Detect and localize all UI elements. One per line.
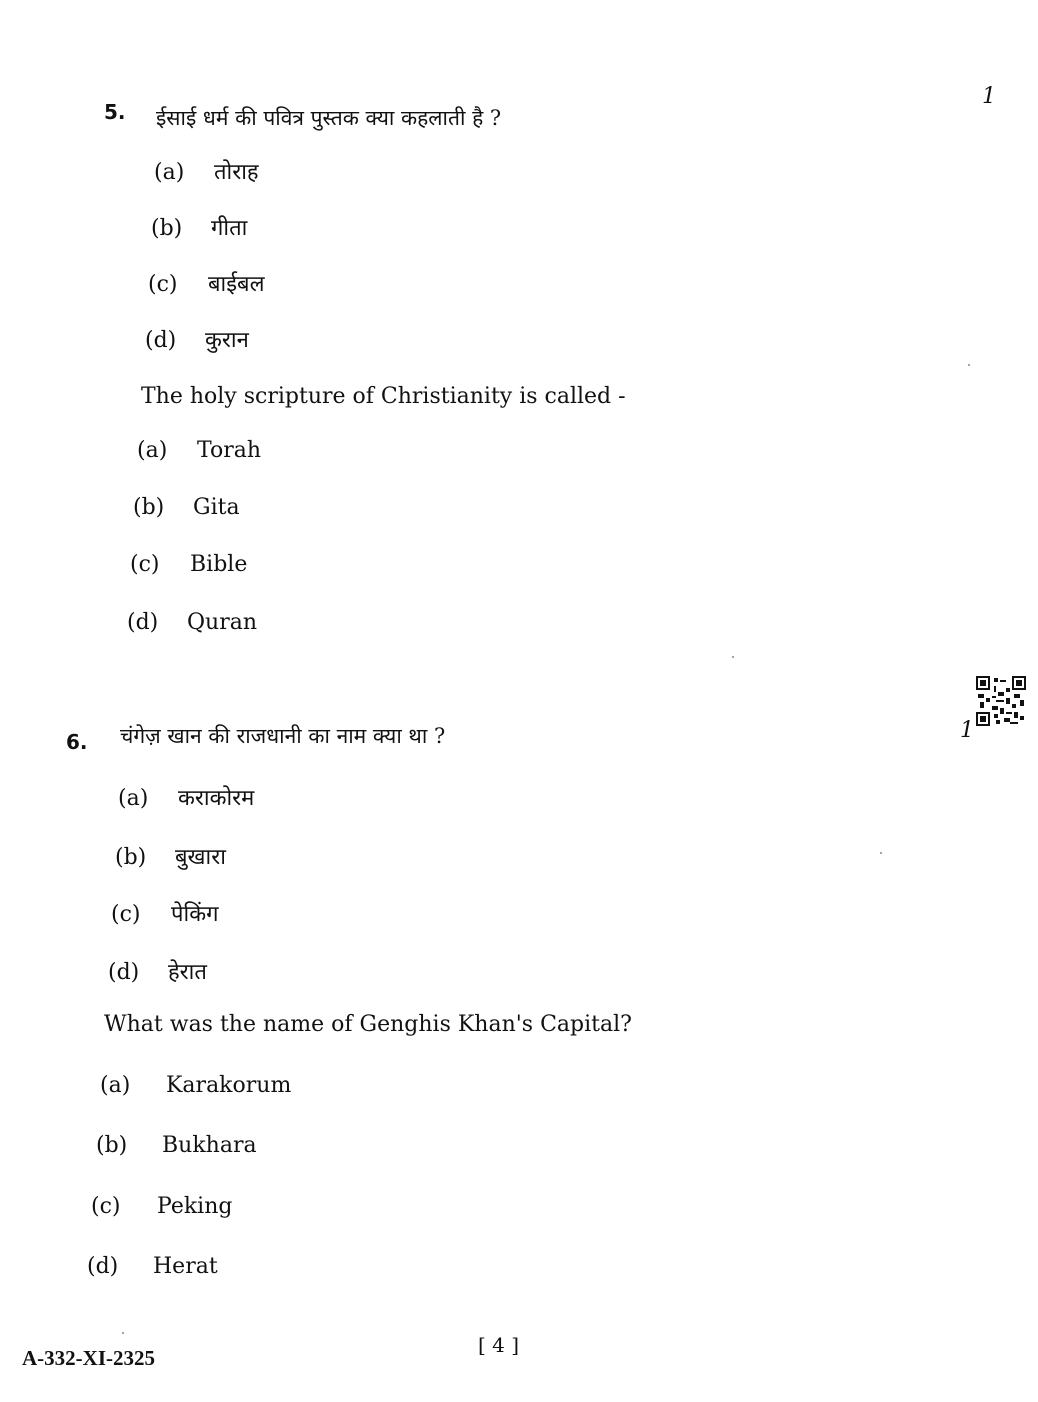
question-5-english-option-a [137, 438, 261, 463]
scan-speck [880, 852, 882, 854]
question-6-english-option-a [100, 1073, 291, 1098]
option-text: बुखारा [175, 845, 226, 870]
question-5-english-text: The holy scripture of Christianity is called - [141, 384, 626, 409]
option-label: (a) [154, 160, 185, 185]
option-label: (b) [115, 845, 147, 870]
option-text: Gita [193, 495, 240, 520]
option-text: हेरात [168, 960, 207, 985]
qr-code-icon [976, 676, 1026, 726]
option-label: (a) [137, 438, 168, 463]
option-text: Torah [197, 438, 262, 463]
option-label: (c) [148, 272, 178, 297]
option-text: Karakorum [166, 1073, 292, 1098]
option-label: (b) [151, 216, 183, 241]
option-label: (c) [130, 552, 160, 577]
option-text: Bukhara [162, 1133, 257, 1158]
question-5-number: 5. [104, 100, 126, 124]
question-6-number: 6. [66, 730, 88, 754]
option-label: (d) [127, 610, 159, 635]
option-text: Quran [187, 610, 258, 635]
question-6-marks: 1 [960, 718, 974, 743]
scan-speck [968, 364, 970, 366]
paper-code: A-332-XI-2325 [22, 1346, 155, 1370]
question-5-english-option-c [130, 552, 247, 577]
question-6-english-option-c [91, 1194, 232, 1219]
option-text: Bible [190, 552, 248, 577]
option-label: (c) [91, 1194, 121, 1219]
option-text: Herat [153, 1254, 218, 1279]
question-5-marks: 1 [982, 84, 996, 109]
question-6-hindi-option-d [108, 956, 207, 986]
option-text: पेकिंग [171, 902, 219, 927]
question-5-english-option-d [127, 610, 257, 635]
option-text: कराकोरम [178, 786, 255, 811]
question-6-english-option-d [87, 1254, 218, 1279]
question-5-hindi-option-c [148, 268, 265, 298]
question-6-english-option-b [96, 1133, 257, 1158]
scan-speck [122, 1332, 124, 1334]
page-number: [ 4 ] [478, 1333, 520, 1357]
option-label: (b) [133, 495, 165, 520]
option-label: (d) [87, 1254, 119, 1279]
option-text: गीता [211, 216, 248, 241]
option-label: (d) [108, 960, 140, 985]
option-label: (d) [145, 328, 177, 353]
question-6-hindi-option-a [118, 782, 254, 812]
question-5-hindi-option-d [145, 324, 249, 354]
question-5-english-option-b [133, 495, 240, 520]
question-6-hindi-text: चंगेज़ खान की राजधानी का नाम क्या था ? [120, 724, 446, 748]
option-label: (b) [96, 1133, 128, 1158]
option-text: तोराह [214, 160, 259, 185]
question-6-hindi-option-b [115, 841, 226, 871]
question-5-hindi-option-b [151, 212, 247, 242]
option-label: (c) [111, 902, 141, 927]
question-6-english-text: What was the name of Genghis Khan's Capital? [104, 1012, 632, 1037]
option-text: Peking [157, 1194, 233, 1219]
question-5-hindi-option-a [154, 156, 259, 186]
option-label: (a) [118, 786, 149, 811]
question-5-hindi-text: ईसाई धर्म की पवित्र पुस्तक क्या कहलाती है ? [156, 106, 502, 130]
option-label: (a) [100, 1073, 131, 1098]
option-text: कुरान [205, 328, 249, 353]
option-text: बाईबल [208, 272, 265, 297]
question-6-hindi-option-c [111, 898, 218, 928]
scan-speck [732, 656, 734, 658]
